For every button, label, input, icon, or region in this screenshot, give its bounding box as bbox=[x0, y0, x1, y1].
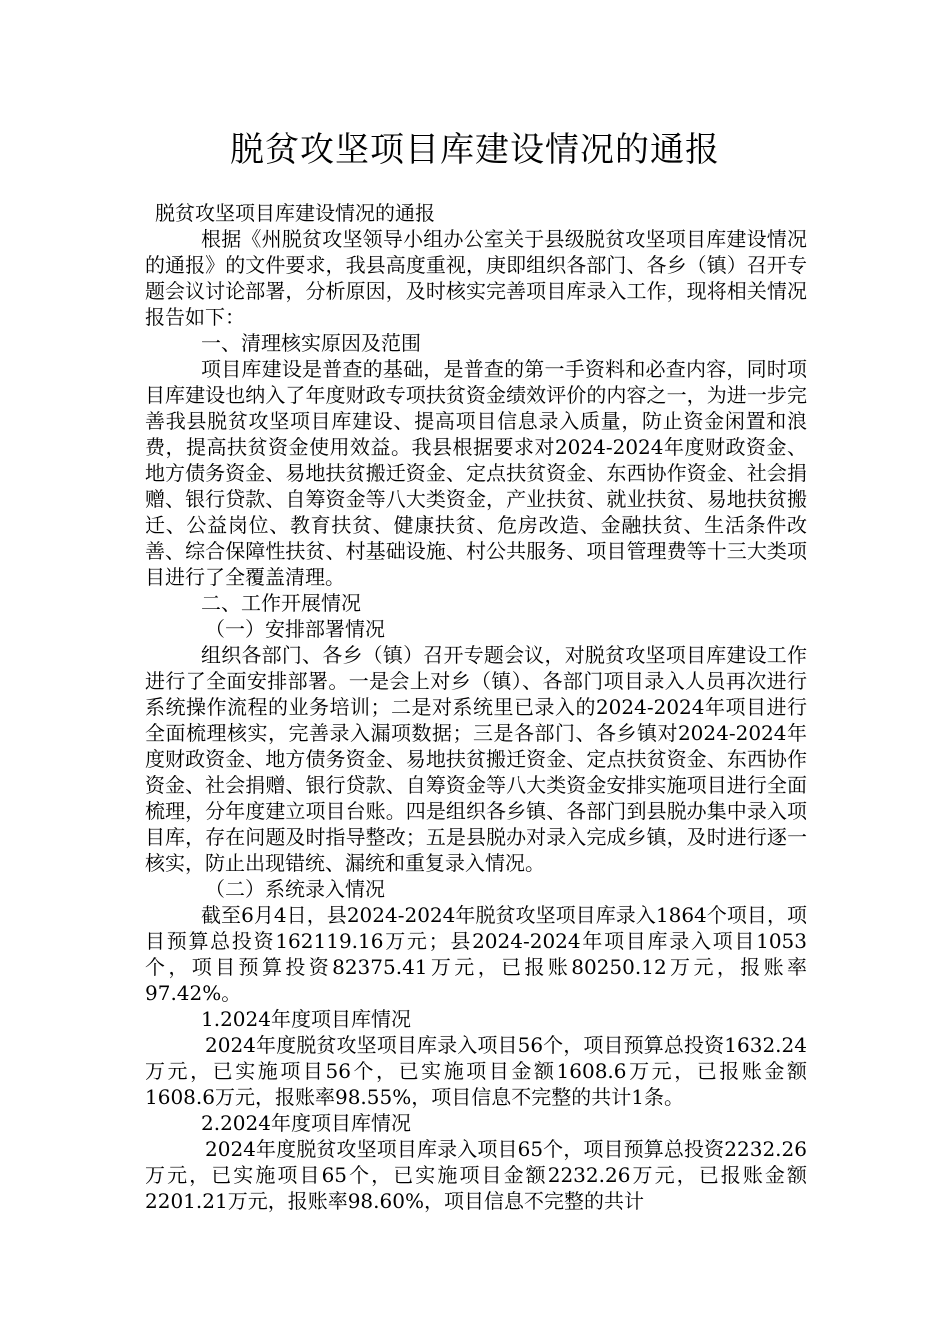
intro-paragraph: 根据《州脱贫攻坚领导小组办公室关于县级脱贫攻坚项目库建设情况的通报》的文件要求，我县高度重视，庚即组织各部门、各乡（镇）召开专题会议讨论部署，分析原因，及时核实完善项目库录入工作，现将相关情况报告如下： bbox=[145, 227, 807, 329]
subsection-2-paragraph: 截至6月4日，县2024-2024年脱贫攻坚项目库录入1864个项目，项目预算总投资162119.16万元；县2024-2024年项目库录入项目1053个，项目预算投资82375.41万元，已报账80250.12万元，报账率97.42%。 bbox=[145, 903, 807, 1005]
item-1-paragraph: 2024年度脱贫攻坚项目库录入项目56个，项目预算总投资1632.24万元，已实施项目56个，已实施项目金额1608.6万元，已报账金额1608.6万元，报账率98.55%，项目信息不完整的共计1条。 bbox=[145, 1033, 807, 1109]
section-1-paragraph: 项目库建设是普查的基础，是普查的第一手资料和必查内容，同时项目库建设也纳入了年度财政专项扶贫资金绩效评价的内容之一，为进一步完善我县脱贫攻坚项目库建设、提高项目信息录入质量，防止资金闲置和浪费，提高扶贫资金使用效益。我县根据要求对2024-2024年度财政资金、地方债务资金、易地扶贫搬迁资金、定点扶贫资金、东西协作资金、社会捐赠、银行贷款、自筹资金等八大类资金，产业扶贫、就业扶贫、易地扶贫搬迁、公益岗位、教育扶贫、健康扶贫、危房改造、金融扶贫、生活条件改善、综合保障性扶贫、村基础设施、村公共服务、项目管理费等十三大类项目进行了全覆盖清理。 bbox=[145, 357, 807, 589]
subsection-1-paragraph: 组织各部门、各乡（镇）召开专题会议，对脱贫攻坚项目库建设工作进行了全面安排部署。一是会上对乡（镇）、各部门项目录入人员再次进行系统操作流程的业务培训；二是对系统里已录入的2024-2024年项目进行全面梳理核实，完善录入漏项数据；三是各部门、各乡镇对2024-2024年度财政资金、地方债务资金、易地扶贫搬迁资金、定点扶贫资金、东西协作资金、社会捐赠、银行贷款、自筹资金等八大类资金安排实施项目进行全面梳理，分年度建立项目台账。四是组织各乡镇、各部门到县脱办集中录入项目库，存在问题及时指导整改；五是县脱办对录入完成乡镇，及时进行逐一核实，防止出现错统、漏统和重复录入情况。 bbox=[145, 643, 807, 875]
document-subtitle: 脱贫攻坚项目库建设情况的通报 bbox=[155, 201, 435, 225]
item-1-heading: 1.2024年度项目库情况 bbox=[201, 1007, 411, 1031]
section-1-heading: 一、清理核实原因及范围 bbox=[201, 331, 421, 355]
item-2-paragraph: 2024年度脱贫攻坚项目库录入项目65个，项目预算总投资2232.26万元，已实施项目65个，已实施项目金额2232.26万元，已报账金额2201.21万元，报账率98.60%，项目信息不完整的共计 bbox=[145, 1137, 807, 1213]
document-title: 脱贫攻坚项目库建设情况的通报 bbox=[230, 130, 720, 170]
subsection-1-heading: （一）安排部署情况 bbox=[205, 617, 385, 641]
item-2-heading: 2.2024年度项目库情况 bbox=[201, 1111, 411, 1135]
document-body bbox=[145, 200, 807, 1214]
subsection-2-heading: （二）系统录入情况 bbox=[205, 877, 385, 901]
section-2-heading: 二、工作开展情况 bbox=[201, 591, 361, 615]
